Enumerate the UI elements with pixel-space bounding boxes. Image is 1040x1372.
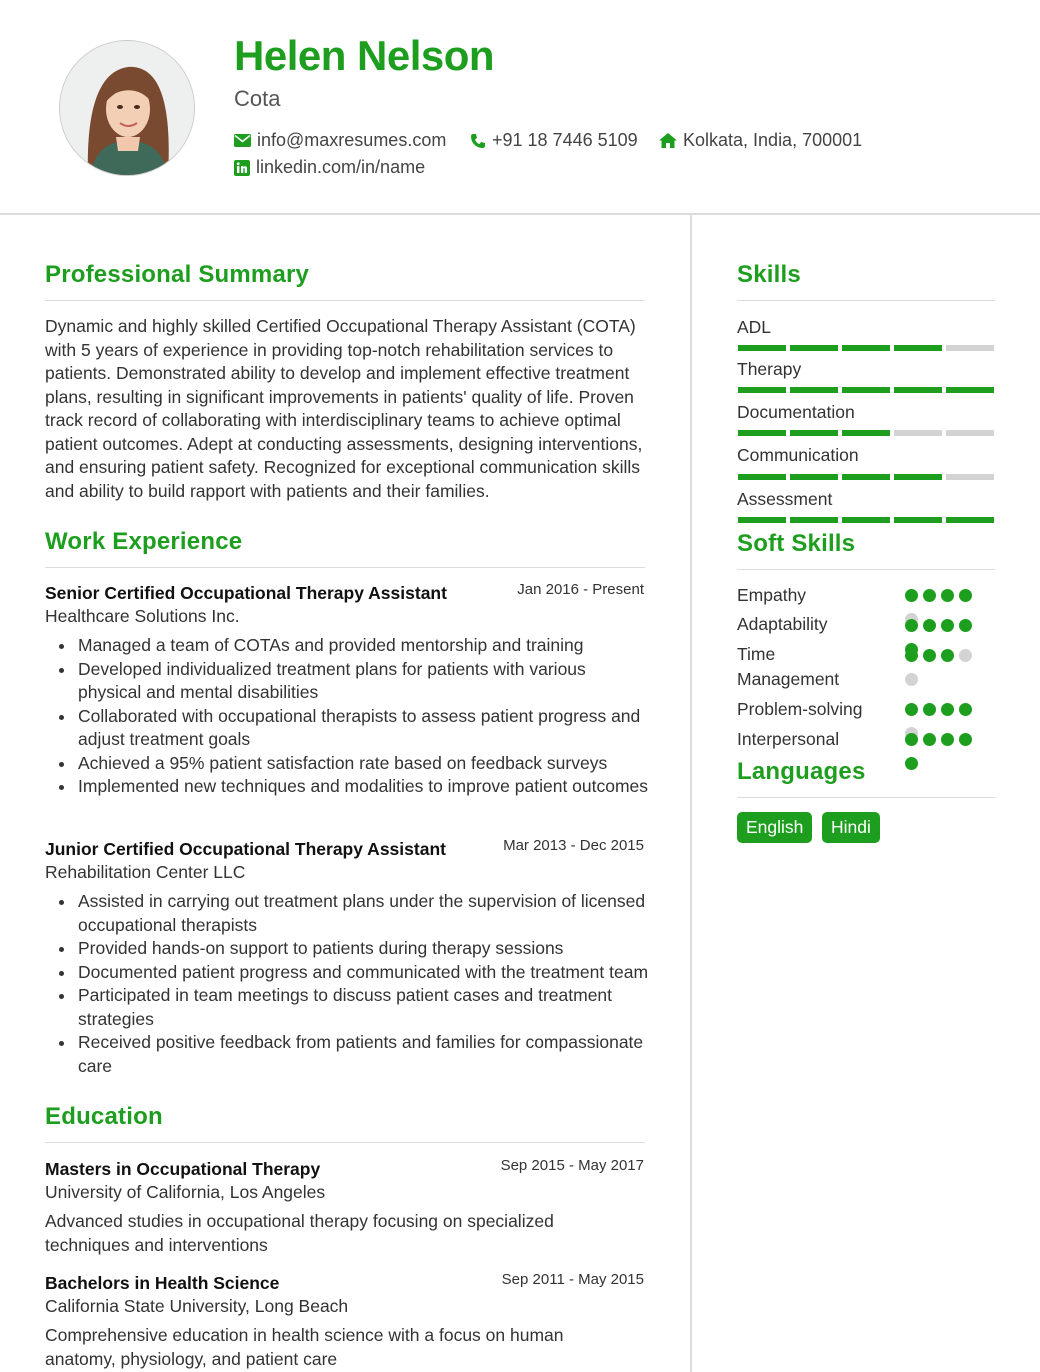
home-icon: [659, 133, 677, 148]
soft-skill-label: Empathy: [737, 585, 807, 605]
header-divider: [0, 213, 1040, 215]
skill-segment: [946, 387, 994, 393]
language-badge: Hindi: [822, 812, 880, 843]
rating-dot: [959, 733, 972, 746]
rating-dot: [959, 589, 972, 602]
skill-label: Communication: [737, 445, 859, 465]
rating-dot: [923, 703, 936, 716]
rating-dot: [905, 703, 918, 716]
phone-icon: [470, 133, 486, 149]
list-item: Achieved a 95% patient satisfaction rate based on feedback surveys: [45, 752, 650, 776]
summary-text: Dynamic and highly skilled Certified Occupational Therapy Assistant (COTA) with 5 years of experience in providing top-notch rehabilitation services to patients. Demonstrated ability to develop and implement effective treatment plans, resulting in significant improvements in patients' quality of life. Proven track record of collaborating with interdisciplinary teams to achieve optimal patient outcomes. Adept at conducting assessments, designing interventions, and ensuring patient safety. Recognized for exceptional communication skills and ability to build rapport with patients and their families.: [45, 316, 643, 501]
location-text: Kolkata, India, 700001: [683, 130, 863, 150]
skill-segment: [790, 430, 838, 436]
skill-segment: [842, 387, 890, 393]
skill-segment: [894, 430, 942, 436]
languages-title: Languages: [737, 758, 866, 785]
envelope-icon: [234, 134, 251, 147]
list-item: Provided hands-on support to patients during therapy sessions: [45, 937, 650, 961]
contact-phone[interactable]: [470, 130, 638, 151]
degree-description: Advanced studies in occupational therapy focusing on specialized techniques and interventions: [45, 1211, 554, 1255]
skill-segment: [946, 430, 994, 436]
rating-dot: [959, 703, 972, 716]
job-bullets: [45, 890, 650, 1078]
soft-skill-label: Adaptability: [737, 614, 828, 634]
rating-dot: [923, 619, 936, 632]
education-rule: [45, 1142, 645, 1143]
list-item: Participated in team meetings to discuss patient cases and treatment strategies: [45, 984, 650, 1031]
skill-segment: [894, 345, 942, 351]
degree-title: Bachelors in Health Science: [45, 1273, 280, 1293]
skill-label: ADL: [737, 317, 772, 337]
candidate-name: Helen Nelson: [234, 32, 495, 79]
rating-dot: [959, 619, 972, 632]
skill-segment: [790, 474, 838, 480]
job-title: Senior Certified Occupational Therapy Assistant: [45, 583, 447, 603]
degree-title: Masters in Occupational Therapy: [45, 1159, 321, 1179]
rating-dot: [941, 649, 954, 662]
rating-dot: [941, 733, 954, 746]
summary-title: Professional Summary: [45, 261, 310, 288]
skill-label: Therapy: [737, 359, 802, 379]
summary-rule: [45, 300, 645, 301]
list-item: Developed individualized treatment plans for patients with various physical and mental disabilities: [45, 658, 650, 705]
skill-segment: [894, 387, 942, 393]
education-title: Education: [45, 1103, 163, 1130]
skill-bar: [738, 430, 994, 436]
rating-dot: [905, 619, 918, 632]
rating-dot: [905, 757, 918, 770]
list-item: Assisted in carrying out treatment plans under the supervision of licensed occupational therapists: [45, 890, 650, 937]
language-badge: English: [737, 812, 812, 843]
skill-segment: [842, 430, 890, 436]
degree-description: Comprehensive education in health science with a focus on human anatomy, physiology, and patient care: [45, 1325, 564, 1369]
skill-segment: [738, 474, 786, 480]
profile-photo: [59, 40, 195, 176]
skill-segment: [738, 387, 786, 393]
experience-title: Work Experience: [45, 528, 243, 555]
soft-skills-title: Soft Skills: [737, 530, 856, 557]
rating-dot: [941, 619, 954, 632]
school-name: University of California, Los Angeles: [45, 1182, 326, 1202]
rating-dot: [905, 733, 918, 746]
skill-segment: [946, 474, 994, 480]
list-item: Received positive feedback from patients and families for compassionate care: [45, 1031, 650, 1078]
job-date: Mar 2013 - Dec 2015: [503, 837, 644, 854]
skill-label: Assessment: [737, 489, 833, 509]
languages-rule: [737, 797, 995, 798]
degree-date: Sep 2011 - May 2015: [501, 1271, 644, 1288]
skill-segment: [738, 517, 786, 523]
list-item: Implemented new techniques and modalities to improve patient outcomes: [45, 775, 650, 799]
soft-skill-label: Time Management: [737, 644, 840, 689]
skill-bar: [738, 387, 994, 393]
contact-location: [659, 130, 862, 151]
soft-skill-label: Interpersonal: [737, 729, 840, 749]
column-divider: [690, 215, 692, 1372]
job-title: Junior Certified Occupational Therapy Assistant: [45, 839, 446, 859]
list-item: Managed a team of COTAs and provided mentorship and training: [45, 634, 650, 658]
skill-segment: [946, 517, 994, 523]
skill-segment: [842, 517, 890, 523]
linkedin-icon: [234, 160, 250, 176]
school-name: California State University, Long Beach: [45, 1296, 349, 1316]
degree-date: Sep 2015 - May 2017: [500, 1157, 644, 1174]
rating-dot: [923, 649, 936, 662]
skill-segment: [842, 345, 890, 351]
skills-rule: [737, 300, 995, 301]
job-org: Rehabilitation Center LLC: [45, 862, 246, 882]
experience-rule: [45, 567, 645, 568]
skill-segment: [738, 345, 786, 351]
skill-segment: [790, 345, 838, 351]
rating-dot: [905, 673, 918, 686]
linkedin-text: linkedin.com/in/name: [256, 157, 426, 177]
skill-segment: [790, 387, 838, 393]
job-date: Jan 2016 - Present: [517, 581, 644, 598]
rating-dot: [923, 733, 936, 746]
contact-email[interactable]: [234, 130, 446, 151]
rating-dot: [941, 589, 954, 602]
skill-segment: [738, 430, 786, 436]
rating-dot: [959, 649, 972, 662]
skill-segment: [842, 474, 890, 480]
skill-segment: [946, 345, 994, 351]
rating-dot: [923, 589, 936, 602]
rating-dot: [905, 649, 918, 662]
candidate-role: Cota: [234, 86, 281, 111]
soft-skill-label: Problem-solving: [737, 699, 863, 719]
contact-linkedin[interactable]: [234, 157, 425, 178]
soft-skills-rule: [737, 569, 995, 570]
email-text: info@maxresumes.com: [257, 130, 447, 150]
job-bullets: [45, 634, 650, 799]
skill-segment: [894, 517, 942, 523]
skill-bar: [738, 474, 994, 480]
list-item: Collaborated with occupational therapists to assess patient progress and adjust treatment goals: [45, 705, 650, 752]
list-item: Documented patient progress and communicated with the treatment team: [45, 961, 650, 985]
skill-bar: [738, 517, 994, 523]
skill-label: Documentation: [737, 402, 855, 422]
skill-segment: [894, 474, 942, 480]
phone-text: +91 18 7446 5109: [492, 130, 638, 150]
skill-bar: [738, 345, 994, 351]
skills-title: Skills: [737, 261, 801, 288]
skill-segment: [790, 517, 838, 523]
rating-dot: [905, 589, 918, 602]
rating-dot: [941, 703, 954, 716]
job-org: Healthcare Solutions Inc.: [45, 606, 240, 626]
